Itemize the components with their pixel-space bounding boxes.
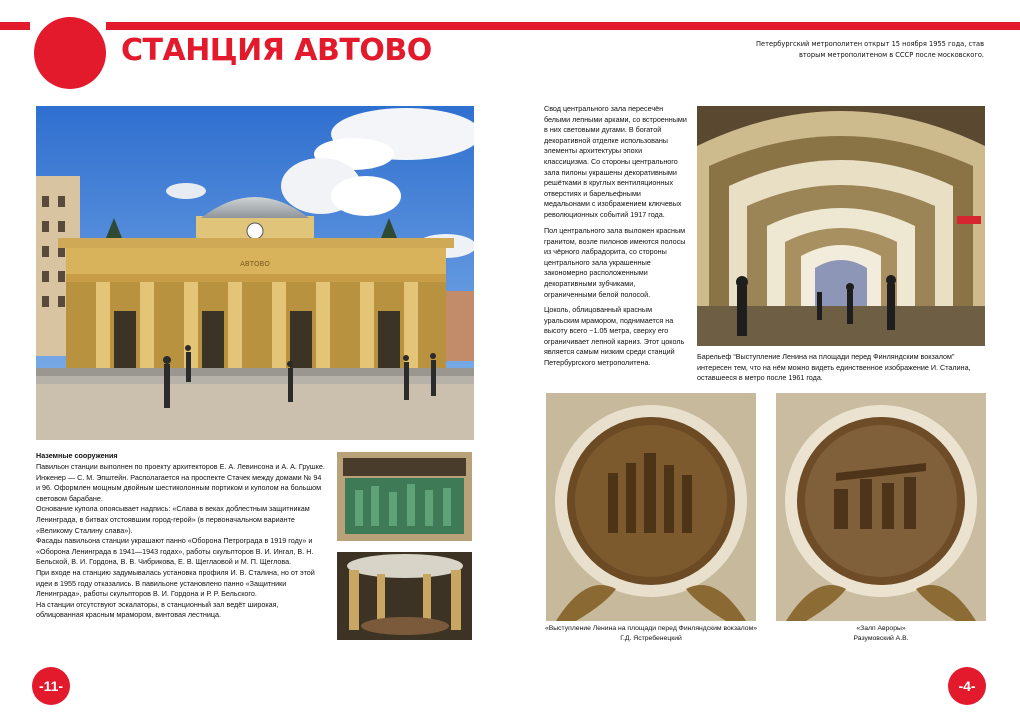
- column-paragraph-1: Свод центрального зала пересечён белыми лепными арками, со встроенными в них световыми дугами. В богатой декоративной отделке использованы элементы архитектуры эпохи классицизма. Со стороны центрального зала пилоны украшены декоративными решётками в круглых вентиляционных отверстиях и барельефными медальонами с изображением ключевых революционных событий 1917 года.: [544, 104, 687, 219]
- paragraph: Фасады павильона станции украшают панно «Оборона Петрограда в 1919 году» и «Оборона Ленинграда в 1941—1943 годах», работы скульпторов В. И. Ингал, В. Н. Бельской, В. И. Гордона, В. В. Чибрикова, Е. В. Щеглаовой и М. П. Щеглова.: [36, 536, 314, 567]
- facade-sign: АВТОВО: [240, 260, 270, 268]
- medallion-2-caption: [776, 624, 986, 644]
- paragraph: На станции отсутствуют эскалаторы, в станционный зал ведёт широкая, облицованная красным мрамором, винтовая лестница.: [36, 599, 279, 620]
- hall-caption: Барельеф “Выступление Ленина на площади перед Финляндским вокзалом” интересен тем, что на нём можно видеть единственное изображение И. Сталина, оставшееся в метро после 1961 года.: [697, 352, 971, 383]
- page-number-left: -11-: [32, 667, 70, 705]
- station-pavilion-photo: [36, 106, 474, 440]
- vestibule-interior-photo: [337, 552, 472, 640]
- medallion-2-author: Разумовский А.В.: [853, 635, 909, 642]
- facade-panel-photo: [337, 452, 472, 541]
- paragraph: При входе на станцию задумывалась установка профиля И. В. Сталина, но от этой идеи в 1955 году отказались. В павильоне установлено панно «Защитники Ленинграда», работы скульпторов В. И. Гордона и Р. Р. Бельского.: [36, 567, 315, 599]
- medallion-2-title: «Залп Авроры»: [856, 625, 906, 632]
- header-circle: [34, 17, 106, 89]
- medallion-1-author: Г.Д. Ястребенецкий: [620, 635, 682, 642]
- header-bar-left: [0, 22, 30, 30]
- medallion-lenin-photo: [546, 393, 756, 621]
- medallion-1-caption: [536, 624, 766, 644]
- section-title: Наземные сооружения: [36, 451, 118, 460]
- page-title: СТАНЦИЯ АВТОВО: [121, 33, 432, 68]
- medallion-1-title: «Выступление Ленина на площади перед Финляндским вокзалом»: [544, 625, 758, 632]
- medallion-aurora-photo: [776, 393, 986, 621]
- column-paragraph-3: Цоколь, облицованный красным уральским мрамором, поднимается на высоту всего ~1.05 метра, сверху его ограничивает лепной карниз. Этот цоколь является самым низким среди станций Петербургского метрополитена.: [544, 305, 685, 367]
- left-body-text: [36, 462, 326, 621]
- paragraph: Павильон станции выполнен по проекту архитекторов Е. А. Левинсона и А. А. Грушке. Инженер — С. М. Эпштейн. Располагается на проспекте Стачек между домами № 94 и 96. Оформлен мощным двойным шестиколонным портиком и куполом на большом световом барабане.: [36, 462, 325, 503]
- intro-text: Петербургский метрополитен открыт 15 ноября 1955 года, став вторым метрополитеном в СССР после московского.: [756, 39, 984, 59]
- column-paragraph-2: Пол центрального зала выложен красным гранитом, возле пилонов имеются полосы из чёрного лабрадорита, со стороны центрального зала украшенные закономерно расположенными декоративными зубчиками, ограниченными белой полосой.: [544, 226, 686, 299]
- page-number-right: -4-: [948, 667, 986, 705]
- paragraph: Основание купола опоясывает надпись: «Слава в веках доблестным защитникам Ленинграда, в битвах отстоявшим город-герой» (в первоначальном варианте «Великому Сталину слава»).: [36, 504, 310, 535]
- central-hall-photo: [697, 106, 985, 346]
- header-bar-right: [106, 22, 1020, 30]
